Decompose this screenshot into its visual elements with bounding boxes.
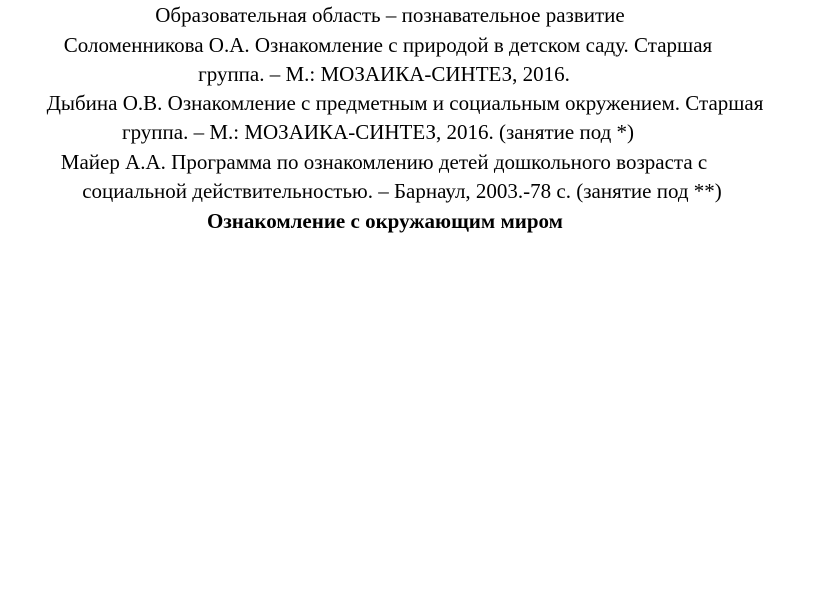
educational-area-heading: Образовательная область – познавательное развитие (155, 3, 625, 27)
reference-line: группа. – М.: МОЗАИКА-СИНТЕЗ, 2016. (198, 62, 570, 86)
section-heading: Ознакомление с окружающим миром (207, 209, 563, 233)
reference-line: социальной действительностью. – Барнаул, 2003.-78 с. (занятие под **) (82, 179, 722, 203)
reference-line: Майер А.А. Программа по ознакомлению детей дошкольного возраста с (60, 150, 708, 174)
reference-line: Дыбина О.В. Ознакомление с предметным и социальным окружением. Старшая (46, 91, 764, 115)
reference-line: группа. – М.: МОЗАИКА-СИНТЕЗ, 2016. (занятие под *) (121, 120, 635, 144)
reference-line: Соломенникова О.А. Ознакомление с природой в детском саду. Старшая (63, 33, 713, 57)
